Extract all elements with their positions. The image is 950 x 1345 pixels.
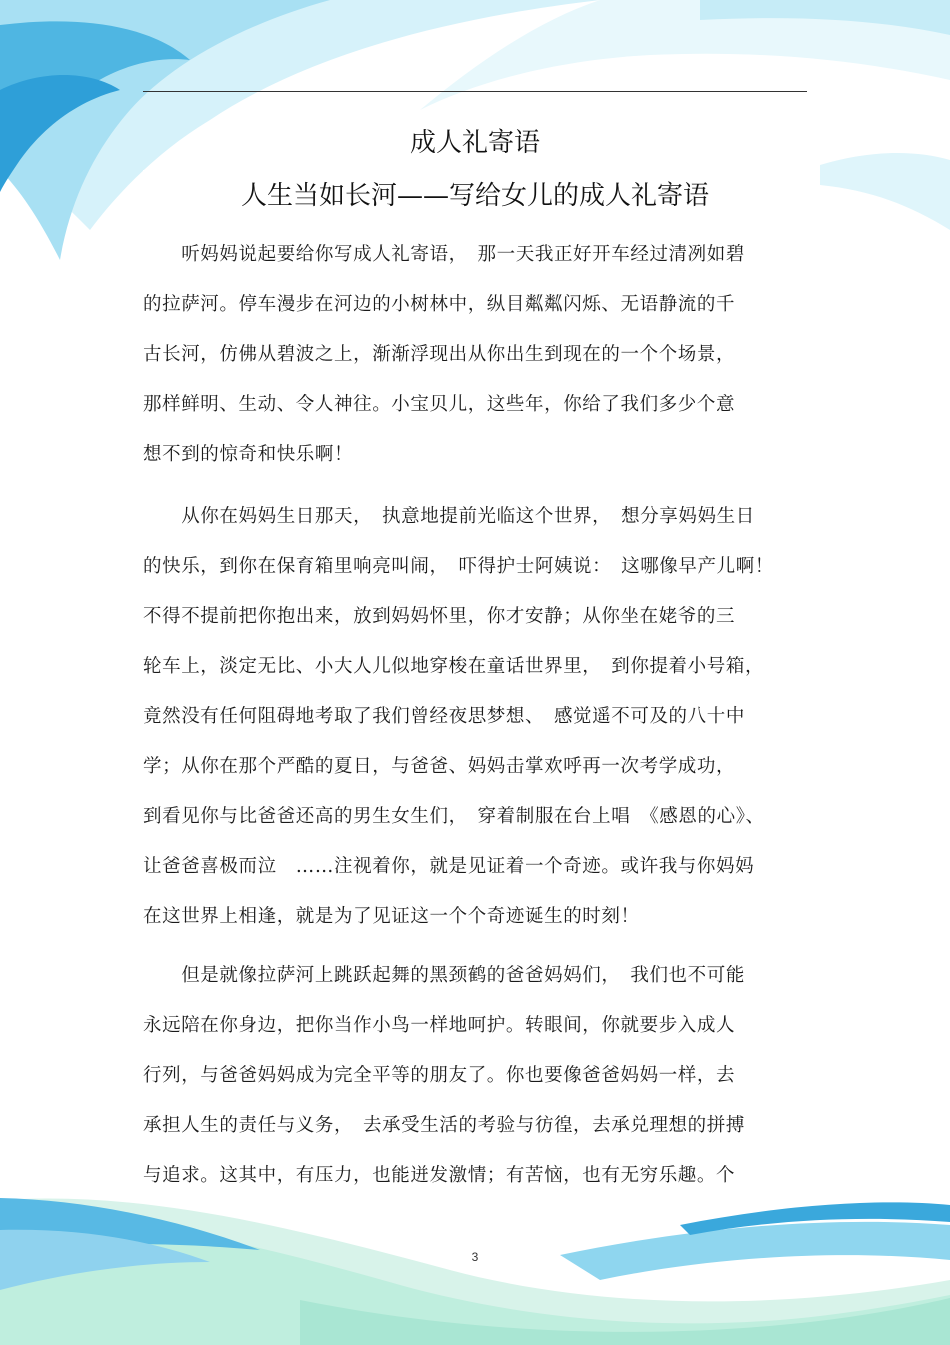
text-line: 但是就像拉萨河上跳跃起舞的黑颈鹤的爸爸妈妈们， 我们也不可能 <box>143 965 745 986</box>
text-line: 那样鲜明、生动、令人神往。小宝贝儿，这些年，你给了我们多少个意 <box>143 394 736 415</box>
text-line: 的拉萨河。停车漫步在河边的小树林中，纵目粼粼闪烁、无语静流的千 <box>143 294 736 315</box>
text-line: 想不到的惊奇和快乐啊！ <box>143 444 354 465</box>
text-line: 承担人生的责任与义务， 去承受生活的考验与彷徨，去承兑理想的拼搏 <box>143 1115 745 1136</box>
text-line: 不得不提前把你抱出来，放到妈妈怀里，你才安静；从你坐在姥爷的三 <box>143 606 736 627</box>
text-line: 学；从你在那个严酷的夏日，与爸爸、妈妈击掌欢呼再一次考学成功， <box>143 756 736 777</box>
text-line: 竟然没有任何阻碍地考取了我们曾经夜思梦想、 感觉遥不可及的八十中 <box>143 706 745 727</box>
text-line: 行列，与爸爸妈妈成为完全平等的朋友了。你也要像爸爸妈妈一样，去 <box>143 1065 736 1086</box>
text-line: 在这世界上相逢，就是为了见证这一个个奇迹诞生的时刻！ <box>143 906 640 927</box>
document-title: 成人礼寄语 <box>409 128 540 158</box>
text-line: 听妈妈说起要给你写成人礼寄语， 那一天我正好开车经过清冽如碧 <box>143 244 745 265</box>
text-line: 永远陪在你身边，把你当作小鸟一样地呵护。转眼间，你就要步入成人 <box>143 1015 736 1036</box>
text-line: 从你在妈妈生日那天， 执意地提前光临这个世界， 想分享妈妈生日 <box>143 506 755 527</box>
paragraph-1 <box>143 230 807 480</box>
text-line: 的快乐，到你在保育箱里响亮叫闹， 吓得护士阿姨说： 这哪像早产儿啊！ <box>143 556 774 577</box>
paragraph-2 <box>143 492 807 942</box>
header-rule <box>143 91 807 92</box>
text-line: 轮车上，淡定无比、小大人儿似地穿梭在童话世界里， 到你提着小号箱， <box>143 656 765 677</box>
page-number: 3 <box>471 1250 479 1264</box>
text-line: 让爸爸喜极而泣 ……注视着你，就是见证着一个奇迹。或许我与你妈妈 <box>143 856 755 877</box>
text-line: 与追求。这其中，有压力，也能迸发激情；有苦恼，也有无穷乐趣。个 <box>143 1165 736 1186</box>
paragraph-3 <box>143 951 807 1201</box>
document-subtitle: 人生当如长河——写给女儿的成人礼寄语 <box>240 181 709 211</box>
text-line: 古长河，仿佛从碧波之上，渐渐浮现出从你出生到现在的一个个场景， <box>143 344 736 365</box>
text-line: 到看见你与比爸爸还高的男生女生们， 穿着制服在台上唱 《感恩的心》、 <box>143 806 765 827</box>
